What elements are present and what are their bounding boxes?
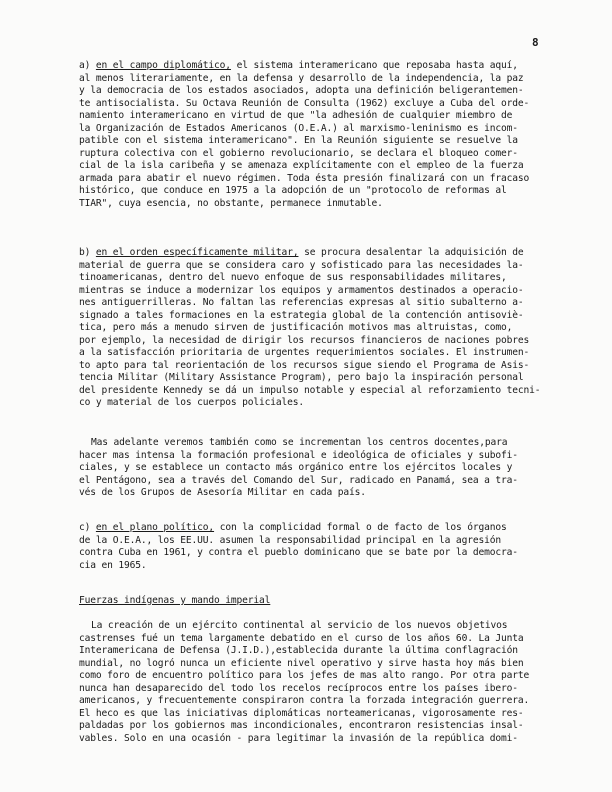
paragraph-diplomatic (79, 60, 575, 210)
paragraph-first-line (79, 522, 575, 535)
text-line: del presidente Kennedy se dá un impulso notable y especial al reforzamiento tecni- (79, 384, 541, 396)
text-line: de la O.E.A., los EE.UU. asumen la responsabilidad principal en la agresión (79, 534, 501, 546)
text-line: armada para abatir el nuevo régimen. Toda ésta presión finalizará con un fracaso (79, 172, 530, 184)
text-line: Interamericana de Defensa (J.I.D.),establecida durante la última conflagración (79, 645, 518, 656)
text-line: como foro de encuentro político para los jefes de mas alto rango. Por otra parte (79, 670, 530, 681)
text-line: histórico, que conduce en 1975 a la adopción de un "protocolo de reformas al (79, 185, 507, 196)
text-line: tica, pero más a menudo sirven de justificación motivos mas altruistas, como, (79, 322, 513, 333)
text-line: el sistema interamericano que reposaba hasta aquí, (230, 60, 518, 71)
paragraph-first-line (79, 60, 575, 73)
text-line: co y material de los cuerpos policiales. (79, 397, 305, 408)
text-line: to apto para tal reorientación de los recursos sigue siendo el Programa de Asis- (79, 359, 530, 371)
paragraph-first-line (79, 247, 575, 260)
text-line: por ejemplo, la necesidad de dirigir los recursos financieros de naciones pobres (79, 334, 530, 346)
text-line: nes antiguerrilleras. No faltan las referencias expresas al sitio subalterno a- (79, 297, 524, 308)
text-line: y la democracia de los estados asociados, adopta una definición beligerantemen- (79, 85, 524, 96)
text-line: TIAR", cuya esencia, no obstante, permanece inmutable. (79, 197, 383, 209)
text-line: paldadas por los gobiernos mas incondicionales, encontraron resistencias insal- (79, 720, 524, 731)
text-line: hacer mas intensa la formación profesional e ideológica de oficiales y subofi- (79, 449, 518, 461)
section-heading-container (79, 595, 575, 608)
text-line: la Organización de Estados Americanos (O.E.A.) al marxismo-leninismo es incom- (79, 122, 518, 134)
text-line: La creación de un ejército continental al servicio de los nuevos objetivos (91, 620, 508, 631)
text-line: contra Cuba en 1961, y contra el pueblo dominicano que se bate por la democra- (79, 547, 518, 558)
text-line: Mas adelante veremos también como se incrementan los centros docentes,para (91, 437, 508, 448)
text-line: americanos, y frecuentemente conspiraron contra la forzada integración guerrera. (79, 695, 530, 706)
text-line: castrenses fué un tema largamente debatido en el curso de los años 60. La Junta (79, 632, 524, 644)
text-line: con la complicidad formal o de facto de los órganos (214, 522, 507, 533)
page-number: 8 (532, 36, 539, 49)
text-line: cia en 1965. (79, 559, 147, 571)
text-line: material de guerra que se considera caro y sofisticado para las necesidades la- (79, 259, 524, 271)
text-line: namiento interamericano en virtud de que "la adhesión de cualquier miembro de (79, 110, 513, 121)
text-line: se procura desalentar la adquisición de (298, 247, 524, 258)
paragraph-training (79, 437, 575, 500)
text-line: mientras se induce a modernizar los equipos y armamentos destinados a operacio- (79, 284, 524, 296)
text-line: a la satisfacción prioritaria de urgentes requerimientos sociales. El instrumen- (79, 347, 530, 358)
item-marker: a) (79, 60, 91, 71)
text-line: El heco es que las iniciativas diplomáticas norteamericanas, vigorosamente res- (79, 707, 524, 719)
text-line: patible con el sistema interamericano". En la Reunión siguiente se resuelve la (79, 135, 518, 146)
text-line: mundial, no logró nunca un eficiente nivel operativo y sirve hasta hoy más bien (79, 657, 524, 669)
text-line: nunca han desaparecido del todo los recelos recíprocos entre los países ibero- (79, 682, 518, 694)
text-line: ruptura colectiva con el gobierno revolucionario, se declara el bloqueo comer- (79, 147, 518, 159)
text-line: tinoamericanas, dentro del nuevo enfoque de sus responsabilidades militares, (79, 272, 507, 283)
item-heading: en el plano político, (95, 522, 215, 533)
item-heading: en el campo diplomático, (95, 60, 231, 71)
text-line: el Pentágono, sea a través del Comando del Sur, radicado en Panamá, sea a tra- (79, 474, 518, 486)
text-line: vés de los Grupos de Asesoría Militar en cada país. (79, 487, 366, 498)
text-line: ciales, y se establece un contacto más orgánico entre los ejércitos locales y (79, 462, 513, 473)
item-heading: en el orden específicamente militar, (95, 247, 299, 258)
item-marker: b) (79, 247, 91, 258)
text-line: cial de la isla caribeña y se amenaza explícitamente con el empleo de la fuerza (79, 160, 524, 171)
paragraph-political (79, 522, 575, 572)
text-line: vables. Solo en una ocasión - para legitimar la invasión de la república domi- (79, 732, 518, 744)
text-line: signado a tales formaciones en la estrategia global de la contención antisoviè- (79, 309, 524, 321)
paragraph-military (79, 247, 575, 410)
item-marker: c) (79, 522, 91, 533)
section-heading: Fuerzas indígenas y mando imperial (79, 595, 271, 606)
text-line: al menos literariamente, en la defensa y desarrollo de la independencia, la paz (79, 72, 524, 84)
text-line: tencia Militar (Military Assistance Program), pero bajo la inspiración personal (79, 372, 524, 383)
paragraph-continental-army (79, 620, 575, 745)
text-line: te antisocialista. Su Octava Reunión de Consulta (1962) excluye a Cuba del orde- (79, 97, 530, 109)
